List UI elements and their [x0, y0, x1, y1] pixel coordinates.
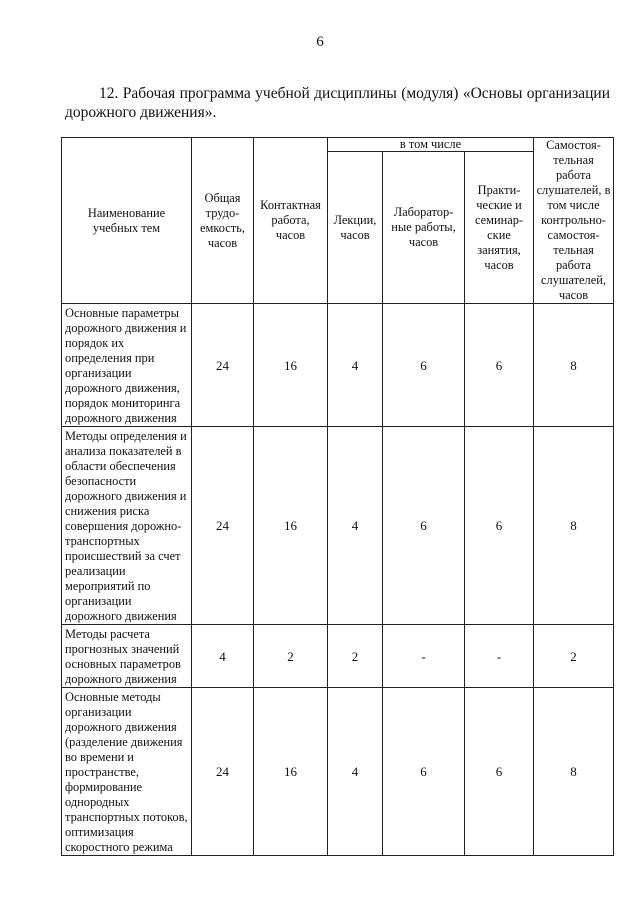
practice-cell: 6	[465, 304, 534, 427]
topic-cell: Методы определения и анализа показателей в области обеспечения безопасности дорожного движения и снижения риска совершения дорожно-транспортных происшествий за счет реализации мероприятий по организации дорожного движения	[62, 427, 192, 625]
contact-cell: 16	[254, 688, 328, 856]
header-including: в том числе	[328, 138, 534, 152]
contact-cell: 2	[254, 625, 328, 688]
table-row	[62, 304, 614, 427]
header-total: Общая трудо-емкость, часов	[192, 138, 254, 304]
self-study-cell: 8	[534, 304, 614, 427]
labs-cell: -	[383, 625, 465, 688]
header-contact: Контактная работа, часов	[254, 138, 328, 304]
topic-cell: Основные методы организации дорожного движения (разделение движения во времени и пространстве, формирование однородных транспортных потоков, оптимизация скоростного режима	[62, 688, 192, 856]
header-lectures: Лекции, часов	[328, 152, 383, 304]
self-study-cell: 2	[534, 625, 614, 688]
self-study-cell: 8	[534, 688, 614, 856]
lectures-cell: 4	[328, 688, 383, 856]
table-row	[62, 625, 614, 688]
total-cell: 4	[192, 625, 254, 688]
topic-cell: Методы расчета прогнозных значений основных параметров дорожного движения	[62, 625, 192, 688]
practice-cell: 6	[465, 427, 534, 625]
contact-cell: 16	[254, 427, 328, 625]
page-number: 6	[316, 34, 324, 50]
lectures-cell: 4	[328, 427, 383, 625]
header-labs: Лаборатор-ные работы, часов	[383, 152, 465, 304]
table-row	[62, 427, 614, 625]
total-cell: 24	[192, 688, 254, 856]
total-cell: 24	[192, 427, 254, 625]
curriculum-table	[61, 137, 614, 856]
self-study-cell: 8	[534, 427, 614, 625]
labs-cell: 6	[383, 427, 465, 625]
lectures-cell: 2	[328, 625, 383, 688]
practice-cell: 6	[465, 688, 534, 856]
table-row	[62, 688, 614, 856]
header-practice: Практи-ческие и семинар-ские занятия, часов	[465, 152, 534, 304]
topic-cell: Основные параметры дорожного движения и порядок их определения при организации дорожного движения, порядок мониторинга дорожного движения	[62, 304, 192, 427]
section-heading: 12. Рабочая программа учебной дисциплины (модуля) «Основы организации дорожного движения».	[65, 85, 610, 121]
labs-cell: 6	[383, 688, 465, 856]
header-self-study: Самостоя-тельная работа слушателей, в том числе контрольно-самостоя-тельная работа слушателей, часов	[534, 138, 614, 304]
header-topic: Наименование учебных тем	[62, 138, 192, 304]
contact-cell: 16	[254, 304, 328, 427]
total-cell: 24	[192, 304, 254, 427]
labs-cell: 6	[383, 304, 465, 427]
lectures-cell: 4	[328, 304, 383, 427]
practice-cell: -	[465, 625, 534, 688]
